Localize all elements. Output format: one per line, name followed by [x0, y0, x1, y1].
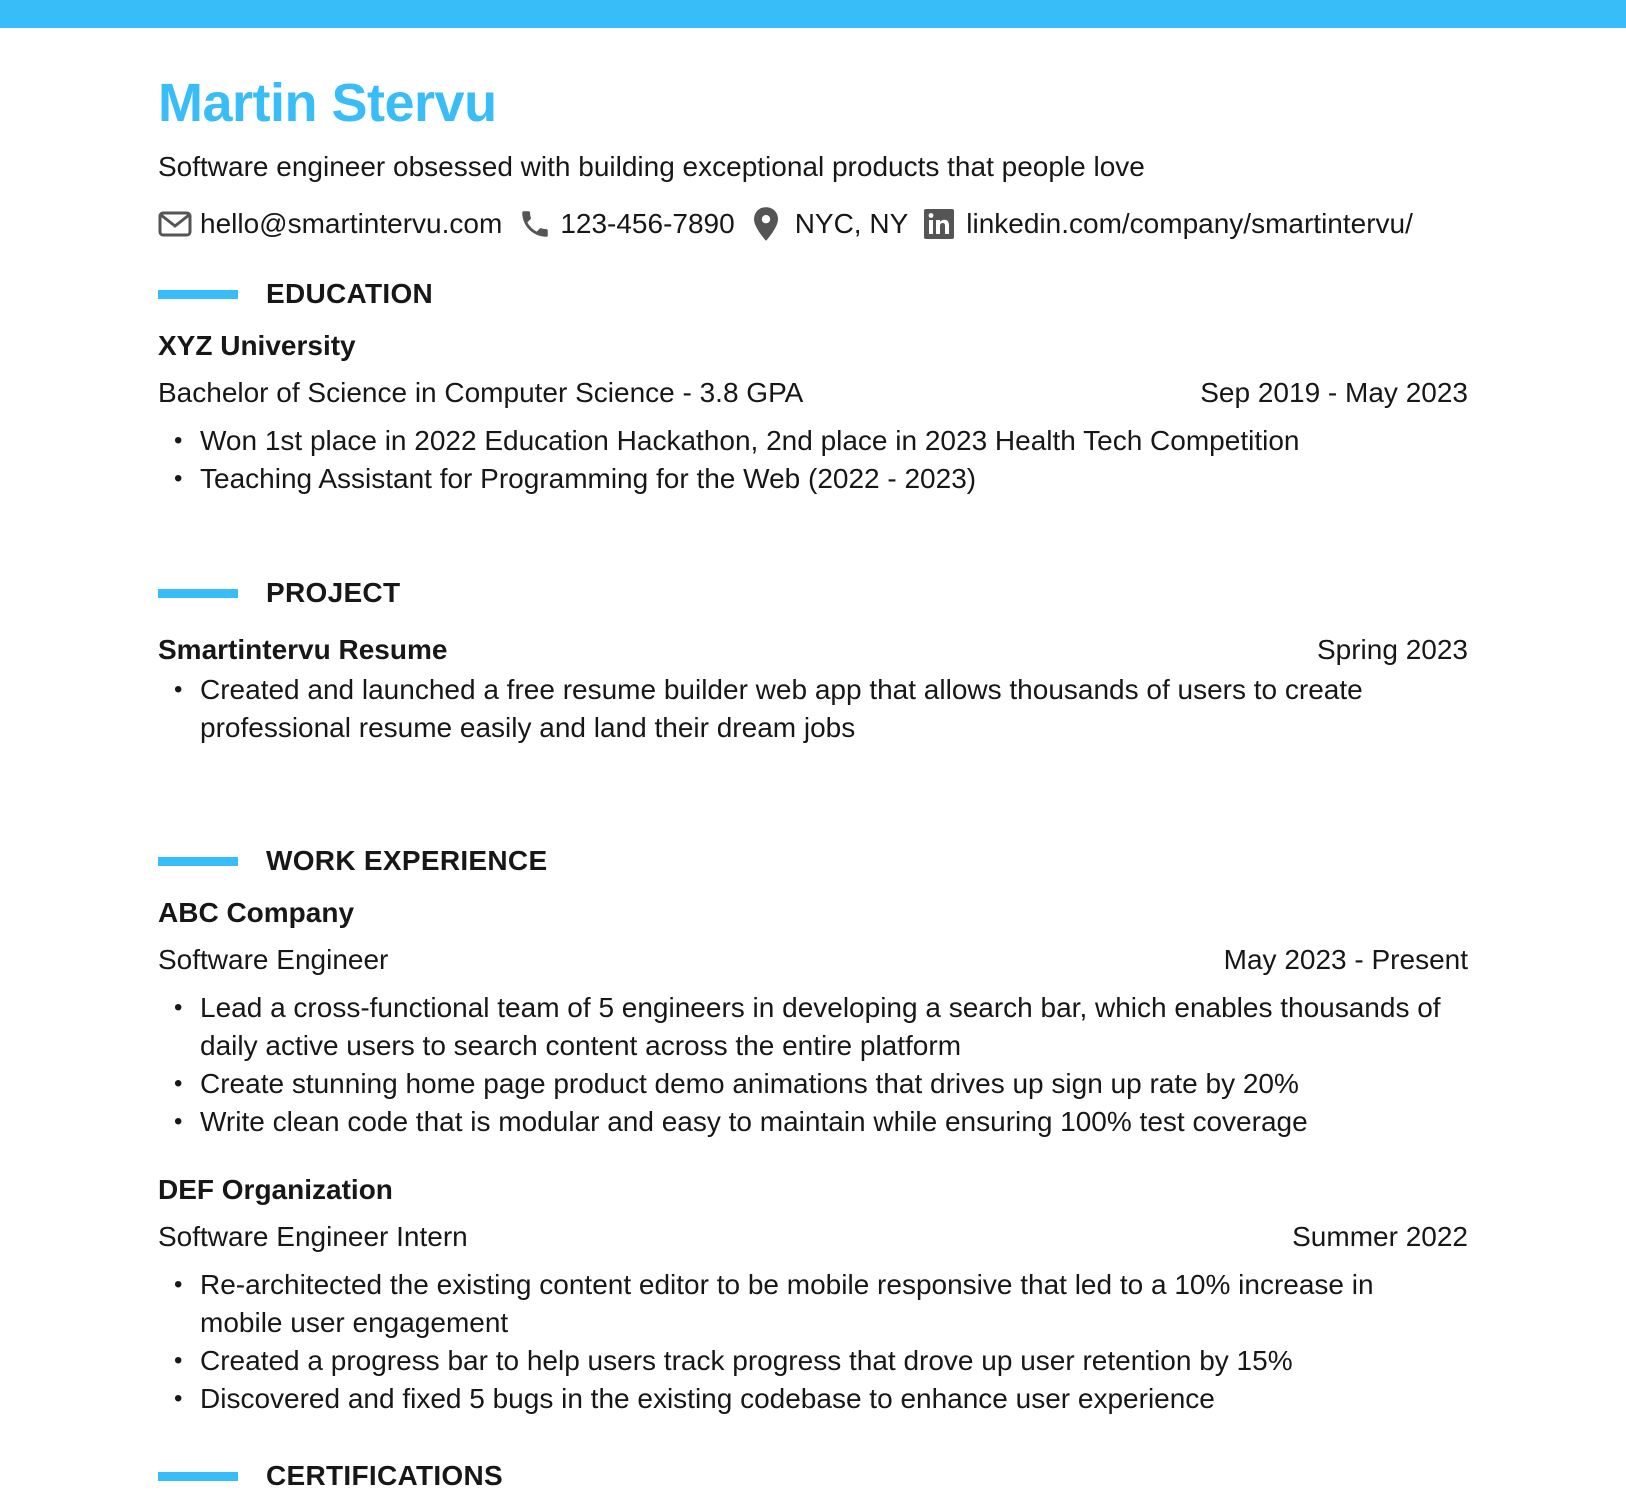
- list-item: • Won 1st place in 2022 Education Hackathon, 2nd place in 2023 Health Tech Competition: [158, 422, 1468, 460]
- education-dates: Sep 2019 - May 2023: [1200, 377, 1468, 408]
- school-name: XYZ University: [158, 330, 356, 361]
- degree: Bachelor of Science in Computer Science - 3.8 GPA: [158, 377, 804, 408]
- section-title: CERTIFICATIONS: [266, 1460, 504, 1491]
- work-bullets-abc: [158, 989, 1468, 1141]
- section-header-education: [158, 278, 433, 310]
- contact-linkedin[interactable]: [924, 208, 1413, 240]
- email-text: hello@smartintervu.com: [200, 208, 503, 239]
- contact-email[interactable]: [158, 208, 502, 240]
- company-name: ABC Company: [158, 897, 355, 928]
- contact-info: [158, 206, 1429, 242]
- work-bullets-def: [158, 1266, 1468, 1418]
- linkedin-text: linkedin.com/company/smartintervu/: [966, 208, 1413, 239]
- degree-row: [158, 377, 1468, 409]
- list-item: • Write clean code that is modular and easy to maintain while ensuring 100% test coverage: [158, 1103, 1468, 1141]
- list-item: • Discovered and fixed 5 bugs in the existing codebase to enhance user experience: [158, 1380, 1468, 1418]
- section-header-certifications: [158, 1460, 503, 1492]
- location-pin-icon: [751, 206, 789, 242]
- section-header-work-experience: [158, 845, 547, 877]
- contact-phone[interactable]: [518, 207, 734, 241]
- candidate-name: Martin Stervu: [158, 73, 497, 133]
- section-title: EDUCATION: [266, 278, 434, 309]
- section-title: WORK EXPERIENCE: [266, 845, 548, 876]
- section-accent-bar: [158, 1472, 238, 1481]
- tagline: Software engineer obsessed with building exceptional products that people love: [158, 151, 1145, 182]
- project-bullets: [158, 671, 1468, 747]
- project-name: Smartintervu Resume: [158, 634, 448, 665]
- section-accent-bar: [158, 290, 238, 299]
- education-bullets: [158, 422, 1468, 498]
- work-dates: Summer 2022: [1292, 1221, 1468, 1252]
- list-item: • Created a progress bar to help users track progress that drove up user retention by 15%: [158, 1342, 1468, 1380]
- phone-icon: [518, 207, 560, 241]
- list-item: • Created and launched a free resume builder web app that allows thousands of users to create professional resume easily and land their dream jobs: [158, 671, 1468, 747]
- mail-icon: [158, 211, 200, 237]
- linkedin-icon: [924, 209, 962, 239]
- project-dates: Spring 2023: [1316, 634, 1468, 665]
- list-item: • Re-architected the existing content editor to be mobile responsive that led to a 10% increase in mobile user engagement: [158, 1266, 1468, 1342]
- phone-text: 123-456-7890: [560, 208, 735, 239]
- list-item: • Teaching Assistant for Programming for the Web (2022 - 2023): [158, 460, 1468, 498]
- location-text: NYC, NY: [794, 208, 909, 239]
- company-name: DEF Organization: [158, 1174, 393, 1205]
- contact-location: [751, 206, 909, 242]
- role: Software Engineer: [158, 944, 389, 975]
- section-header-project: [158, 577, 400, 609]
- list-item: • Lead a cross-functional team of 5 engineers in developing a search bar, which enables thousands of daily active users to search content across the entire platform: [158, 989, 1468, 1065]
- project-row: [158, 634, 1468, 666]
- work-dates: May 2023 - Present: [1223, 944, 1468, 975]
- role-row: [158, 944, 1468, 976]
- top-accent-bar: [0, 0, 1626, 28]
- section-accent-bar: [158, 589, 238, 598]
- section-title: PROJECT: [266, 577, 401, 608]
- section-accent-bar: [158, 857, 238, 866]
- role: Software Engineer Intern: [158, 1221, 468, 1252]
- role-row: [158, 1221, 1468, 1253]
- list-item: • Create stunning home page product demo animations that drives up sign up rate by 20%: [158, 1065, 1468, 1103]
